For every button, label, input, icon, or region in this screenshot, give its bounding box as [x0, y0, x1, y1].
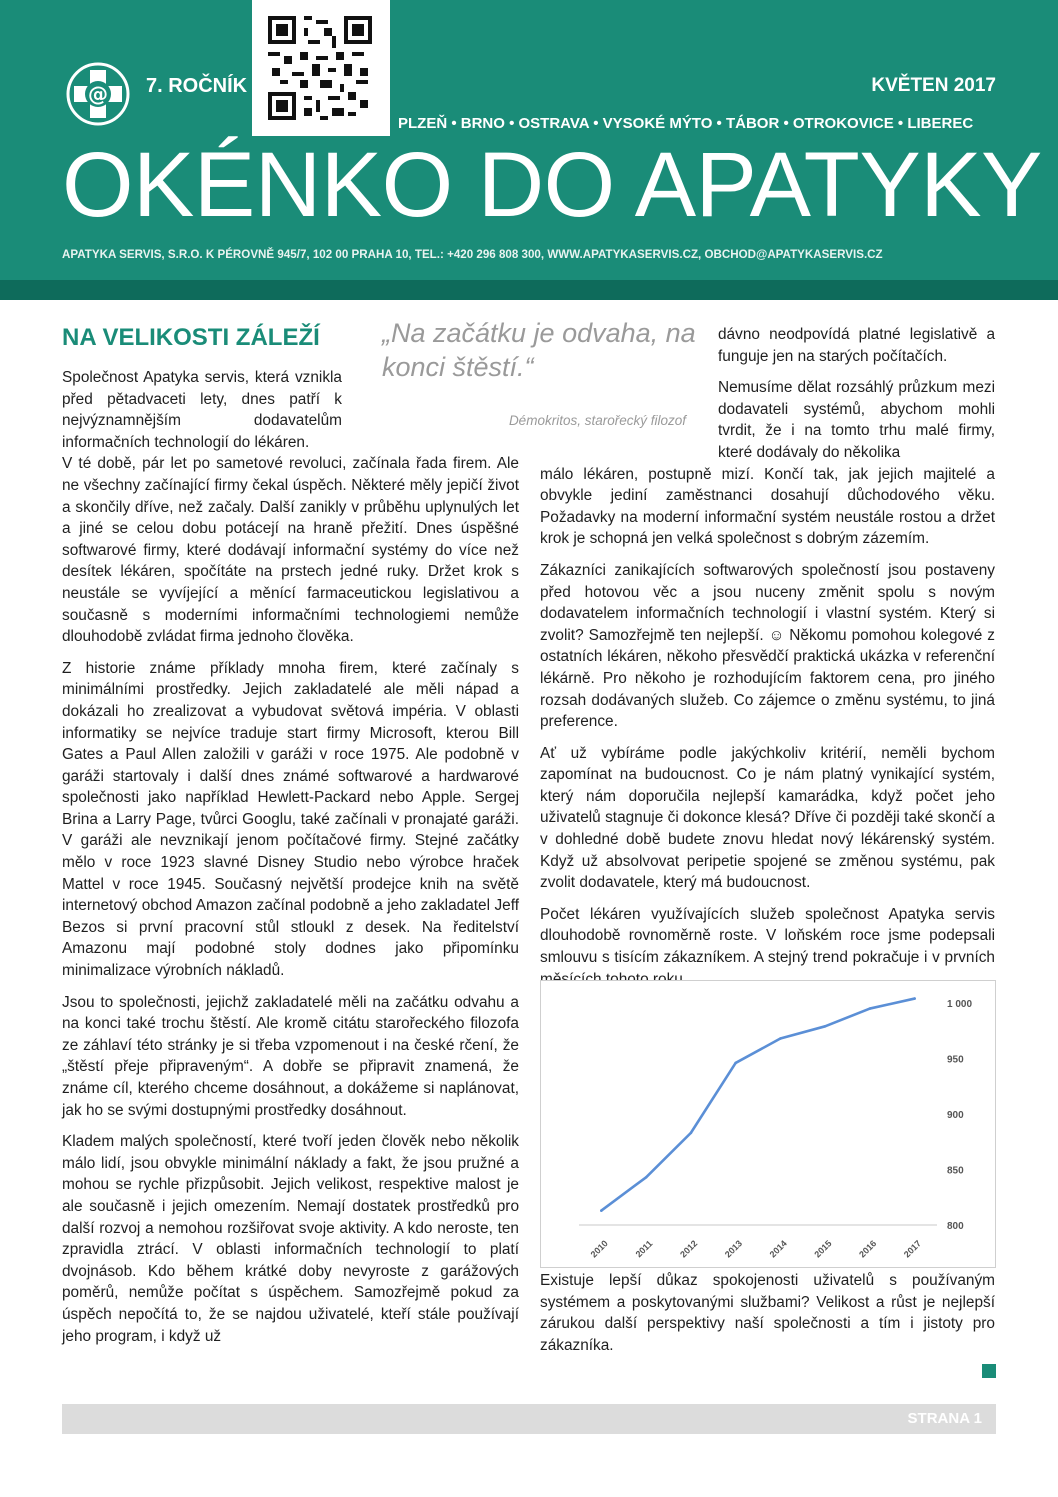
header-divider-band: [0, 280, 1058, 300]
y-tick-label: 950: [947, 1054, 964, 1066]
closing-paragraph: [540, 1270, 995, 1366]
svg-text:@: @: [88, 82, 108, 106]
y-tick-label: 800: [947, 1221, 964, 1232]
branch-cities: PLZEŇ • BRNO • OSTRAVA • VYSOKÉ MÝTO • TÁBOR • OTROKOVICE • LIBEREC: [398, 115, 974, 132]
x-tick-label: 2015: [812, 1238, 834, 1260]
paragraph: Jsou to společnosti, jejichž zakladatelé měli na začátku odvahu a na konci také trochu štěstí. Ale kromě citátu starořeckého filozofa ze záhlaví této stránky je si třeba vzpomenout i na české rčení, že „štěstí přeje připraveným“. A dobře se připravit znamená, že známe cíl, kterého chceme dosáhnout, a dokážeme si naplánovat, jak ho se svými dostupnými prostředky dosáhnout.: [62, 993, 519, 1119]
x-tick-label: 2010: [588, 1238, 610, 1260]
data-point: [824, 1025, 827, 1028]
data-point: [779, 1037, 782, 1040]
quote-author: Démokritos, starořecký filozof: [508, 413, 686, 428]
x-tick-label: 2013: [722, 1238, 745, 1260]
paragraph: Existuje lepší důkaz spokojenosti uživatelů s používaným systémem a poskytovanými službami? Velikost a růst je nejlepší zárukou další perspektivy naší společnosti a tím i jistoty pro zákazníka.: [540, 1272, 995, 1354]
pharmacy-growth-chart: [540, 980, 996, 1268]
data-point: [690, 1132, 693, 1135]
qr-code[interactable]: [252, 0, 390, 136]
masthead-header: [0, 0, 1058, 280]
volume-label: 7. ROČNÍK: [146, 75, 248, 97]
data-point: [869, 1007, 872, 1010]
y-tick-label: 1 000: [947, 999, 973, 1010]
paragraph: Ať už vybíráme podle jakýchkoliv kritérií, neměli bychom zapomínat na budoucnost. Co je nám platný vynikající systém, který nám doporučila nejlepší kamarádka, když počet jeho uživatelů stagnuje či dokonce klesá? Dříve či později také skončí a v dohledné době budete znovu hledat nový lékárenský systém. Když už absolvovat peripetie spojené se změnou systému, pak zvolit dodavatele, který má budoucnost.: [540, 744, 995, 892]
article-heading: NA VELIKOSTI ZÁLEŽÍ: [62, 324, 320, 351]
paragraph: dávno neodpovídá platné legislativě a funguje jen na starých počítačích.: [718, 326, 995, 365]
x-tick-label: 2014: [767, 1238, 789, 1260]
page-footer: [62, 1404, 996, 1434]
paragraph: Společnost Apatyka servis, která vznikla před pětadvaceti lety, dnes patří k nejvýznamnějším dodavatelům informačních technologií do lékáren.: [62, 369, 342, 451]
data-point: [913, 997, 916, 1000]
paragraph: málo lékáren, postupně mizí. Končí tak, jak jejich majitelé a obvykle jediní zaměstnanci dosahují důchodového věku. Požadavky na moderní informační systém neustále rostou a držet krok je schopná jen velká společnost s dobrým zázemím.: [540, 465, 995, 548]
x-tick-label: 2016: [857, 1238, 879, 1260]
y-tick-label: 900: [947, 1110, 964, 1121]
x-tick-label: 2012: [678, 1238, 700, 1260]
paragraph: Počet lékáren využívajících služeb společnost Apatyka servis dlouhodobě rovnoměrně roste. V loňském roce jsme podepsali smlouvu s tisícím zákazníkem. A stejný trend pokračuje i v prvních: [540, 905, 995, 967]
x-tick-label: 2011: [633, 1238, 655, 1260]
page-number: STRANA 1: [907, 1410, 982, 1427]
chart-canvas: [541, 981, 995, 1267]
contact-line: APATYKA SERVIS, S.R.O. K PÉROVNĚ 945/7, 102 00 PRAHA 10, TEL.: +420 296 808 300, WWW.APATYKASERVIS.CZ, OBCHOD@APATYKASERVIS.CZ: [62, 248, 883, 261]
paragraph: Nemusíme dělat rozsáhlý průzkum mezi dodavateli systémů, abychom mohli tvrdit, že i na tomto trhu malé firmy, které dodávaly do několika: [718, 379, 995, 461]
newsletter-title: OKÉNKO DO APATYKY: [62, 134, 1042, 236]
x-tick-label: 2017: [901, 1238, 924, 1260]
data-point: [734, 1062, 737, 1065]
paragraph: Kladem malých společností, které tvoří jeden člověk nebo několik málo lidí, jsou obvykle minimální náklady a fakt, že jsou pružné a mohou se rychle přizpůsobit. Jejich velikost, respektive malost je ale současně i jejich omezením. Nemají dostatek prostředků pro další rozvoj a nemohou rozšiřovat svoje aktivity. A kdo neroste, ten zpravidla ztrácí. V oblasti informačních technologií to platí dvojnásob. Kdo během krátké doby nevyroste z garážových poměrů, nemůže počítat s úspěchem. Samozřejmě pokud za úspěch nepočítá to, že se najdou uživatelé, kteří stále používají jeho program, i když už: [62, 1133, 519, 1345]
paragraph: Zákazníci zanikajících softwarových společností jsou postaveny před hotovou věc a jsou nuceny změnit spolu s novým dodavatelem informačních technologií i vlastní systém. Který si zvolit? Samozřejmě ten nejlepší. ☺ Někomu pomohou kolegové z ostatních lékáren, někoho přesvědčí praktická ukázka v referenční lékárně. Pro někoho je rozhodujícím faktorem cena, pro jiného rozsah dodávaných služeb. Co zájemce o změnu systému, to jiná preference.: [540, 561, 995, 731]
series-line: [601, 999, 914, 1211]
apatyka-logo-icon: [66, 62, 130, 126]
issue-date: KVĚTEN 2017: [871, 75, 996, 96]
data-point: [600, 1209, 603, 1212]
y-tick-label: 850: [947, 1165, 964, 1177]
article-right-column: [540, 324, 995, 1000]
pull-quote: „Na začátku je odvaha, na konci štěstí.“: [382, 318, 696, 382]
qr-code-icon: [268, 16, 372, 120]
paragraph: Z historie známe příklady mnoha firem, které začínaly s minimálními prostředky. Jejich zakladatelé ale měli nápad a dokázali ho zrealizovat a vybudovat světová impéria. V oblasti informatiky se nejvíce traduje start firmy Microsoft, kterou Bill Gates a Paul Allen založili v garáži v roce 1975. Ale podobně v garáži startovaly i další dnes známé softwarové a hardwarové společnosti jako například Hewlett-Packard nebo Apple. Sergej Brina a Larry Page, tvůrci Googlu, také začínali v pronajaté garáži. V garáži ale nevznikají jenom počítačové firmy. Stejné začátky mělo v roce 1923 slavné Disney Studio nebo výrobce hraček Mattel v roce 1945. Současný největší prodejce knih na světě internetový obchod Amazon začínal podobně a jeho zakladatel Jeff Bezos si první pracovní stůl stloukl z desek. Na ředitelství Amazonu mají podobné stoly dodnes jako připomínku minimalizace výrobních nákladů.: [62, 659, 519, 980]
data-point: [645, 1176, 648, 1179]
article-left-column: [62, 367, 519, 1357]
end-mark-icon: [982, 1364, 996, 1378]
paragraph: V té době, pár let po sametové revoluci, začínala řada firem. Ale ne všechny začínající firmy čekal úspěch. Některé měly jepičí život a skončily dříve, než začaly. Další zanikly v průběhu uplynulých let a jiné se celou dobu potácejí na hraně přežití. Dnes úspěšné softwarové firmy, které dodávají informační systémy do více než desítek lékáren, spočítáte na prstech jedné ruky. Držet krok s neustále se vyvíjející a měnící farmaceutickou legislativou a současně s moderními informačními technologiemi nemůže dlouhodobě zvládat firma jednoho člověka.: [62, 455, 519, 646]
